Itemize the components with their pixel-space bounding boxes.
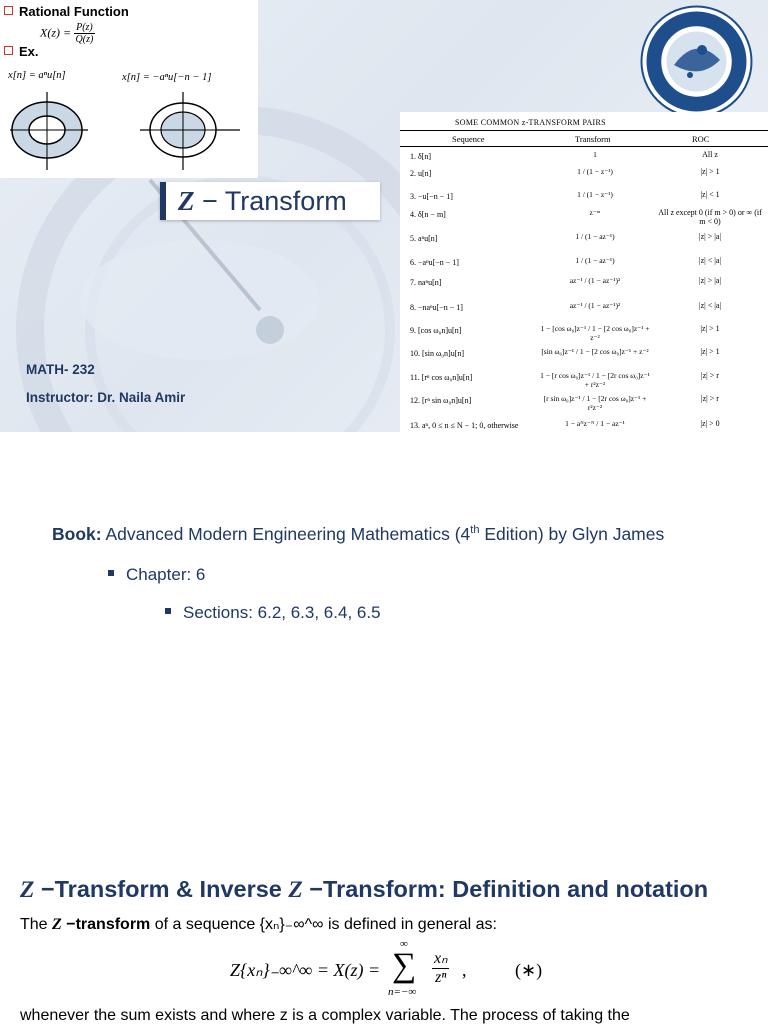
roc-diagrams [0,90,258,174]
table-row-sequence: 11. [rⁿ cos ω₀n]u[n] [410,373,473,382]
table-row-sequence: 4. δ[n − m] [410,210,446,219]
table-row-roc: |z| > 1 [700,347,720,356]
table-row-sequence: 3. −u[−n − 1] [410,192,453,201]
table-row-transform: 1 [593,150,597,159]
table-row-transform: 1 / (1 − az⁻¹) [575,232,615,241]
definition-continuation: whenever the sum exists and where z is a complex variable. The process of taking the [20,1007,630,1024]
checkbox-square-icon [4,46,13,55]
table-row-roc: |z| > 1 [700,167,720,176]
square-bullet-icon [108,570,114,576]
table-row-transform: [sin ω₀]z⁻¹ / 1 − [2 cos ω₀]z⁻¹ + z⁻² [541,347,649,356]
table-row-sequence: 12. [rⁿ sin ω₀n]u[n] [410,396,472,405]
table-row-sequence: 1. δ[n] [410,152,432,161]
table-row-roc: |z| > |a| [698,232,722,241]
table-row-sequence: 2. u[n] [410,169,432,178]
example-2: x[n] = −aⁿu[−n − 1] [122,72,212,83]
table-row-roc: All z except 0 (if m > 0) or ∞ (if m < 0) [658,208,762,226]
checkbox-square-icon [4,6,13,15]
table-row-sequence: 10. [sin ω₀n]u[n] [410,349,465,358]
z-transform-equation: Z{xₙ}₋∞^∞ = X(z) = ∞ ∑ n=−∞ $\frac{\text{xₙ}}{\text{zⁿ}}$ , (∗) [230,938,543,998]
table-row-roc: |z| > |a| [698,276,722,285]
table-row-transform: 1 / (1 − z⁻¹) [577,190,613,199]
square-bullet-icon [165,608,171,614]
title-slide [0,0,768,432]
table-row-roc: |z| < |a| [698,301,722,310]
header-transform: Transform [575,134,611,144]
rational-function-formula: X(z) = $\frac{P(z)}{Q(z)}$ [40,22,94,45]
book-reference: Book: Advanced Modern Engineering Mathematics (4th Edition) by Glyn James [52,524,665,544]
table-caption: SOME COMMON z-TRANSFORM PAIRS [455,118,606,127]
table-row-transform: [r sin ω₀]z⁻¹ / 1 − [2r cos ω₀]z⁻¹ + r²z⁻² [543,394,647,412]
rational-function-box [0,0,258,178]
table-row-sequence: 7. naⁿu[n] [410,278,442,287]
table-row-roc: |z| < |a| [698,256,722,265]
equation-tag: (∗) [515,960,543,980]
roc-diagram-outside [10,92,88,170]
summation-symbol: ∑ [392,947,417,984]
table-row-roc: |z| > 0 [700,419,720,428]
table-row-sequence: 6. −aⁿu[−n − 1] [410,258,459,267]
table-row-transform: 1 − aᴺz⁻ᴺ / 1 − az⁻¹ [565,419,625,428]
chapter-item: Chapter: 6 [108,565,205,585]
table-row-sequence: 9. [cos ω₀n]u[n] [410,326,462,335]
table-row-transform: 1 / (1 − z⁻¹) [577,167,613,176]
table-row-transform: az⁻¹ / (1 − az⁻¹)² [569,276,621,285]
sections-item: Sections: 6.2, 6.3, 6.4, 6.5 [165,603,381,623]
definition-paragraph: The Z −transform of a sequence {xₙ}₋∞^∞ is defined in general as: [20,916,497,933]
table-row-roc: All z [702,150,718,159]
rational-function-label: Rational Function [19,4,129,19]
table-row-transform: z⁻ᵐ [589,208,601,217]
table-row-transform: az⁻¹ / (1 − az⁻¹)² [569,301,621,310]
university-seal-logo [640,5,753,118]
table-row-sequence: 5. aⁿu[n] [410,234,438,243]
definition-heading: Z −Transform & Inverse Z −Transform: Definition and notation [20,876,709,903]
table-row-roc: |z| < 1 [700,190,720,199]
header-sequence: Sequence [452,134,485,144]
table-row-transform: 1 − [r cos ω₀]z⁻¹ / 1 − [2r cos ω₀]z⁻¹ + r²z⁻² [540,371,650,389]
example-label: Ex. [19,44,39,59]
table-row-roc: |z| > r [701,394,719,403]
slide-title: Z − Transform [160,182,380,220]
table-row-roc: |z| > 1 [700,324,720,333]
table-row-transform: 1 − [cos ω₀]z⁻¹ / 1 − [2 cos ω₀]z⁻¹ + z⁻² [540,324,650,342]
table-row-sequence: 13. aⁿ, 0 ≤ n ≤ N − 1; 0, otherwise [410,421,519,430]
z-transform-pairs-table [400,112,768,432]
instructor-name: Instructor: Dr. Naila Amir [26,390,186,405]
table-row-sequence: 8. −naⁿu[−n − 1] [410,303,463,312]
roc-diagram-inside [140,92,240,170]
course-code: MATH- 232 [26,362,95,377]
header-roc: ROC [692,134,710,144]
example-1: x[n] = aⁿu[n] [8,70,66,81]
table-row-transform: 1 / (1 − az⁻¹) [575,256,615,265]
table-row-roc: |z| > r [701,371,719,380]
